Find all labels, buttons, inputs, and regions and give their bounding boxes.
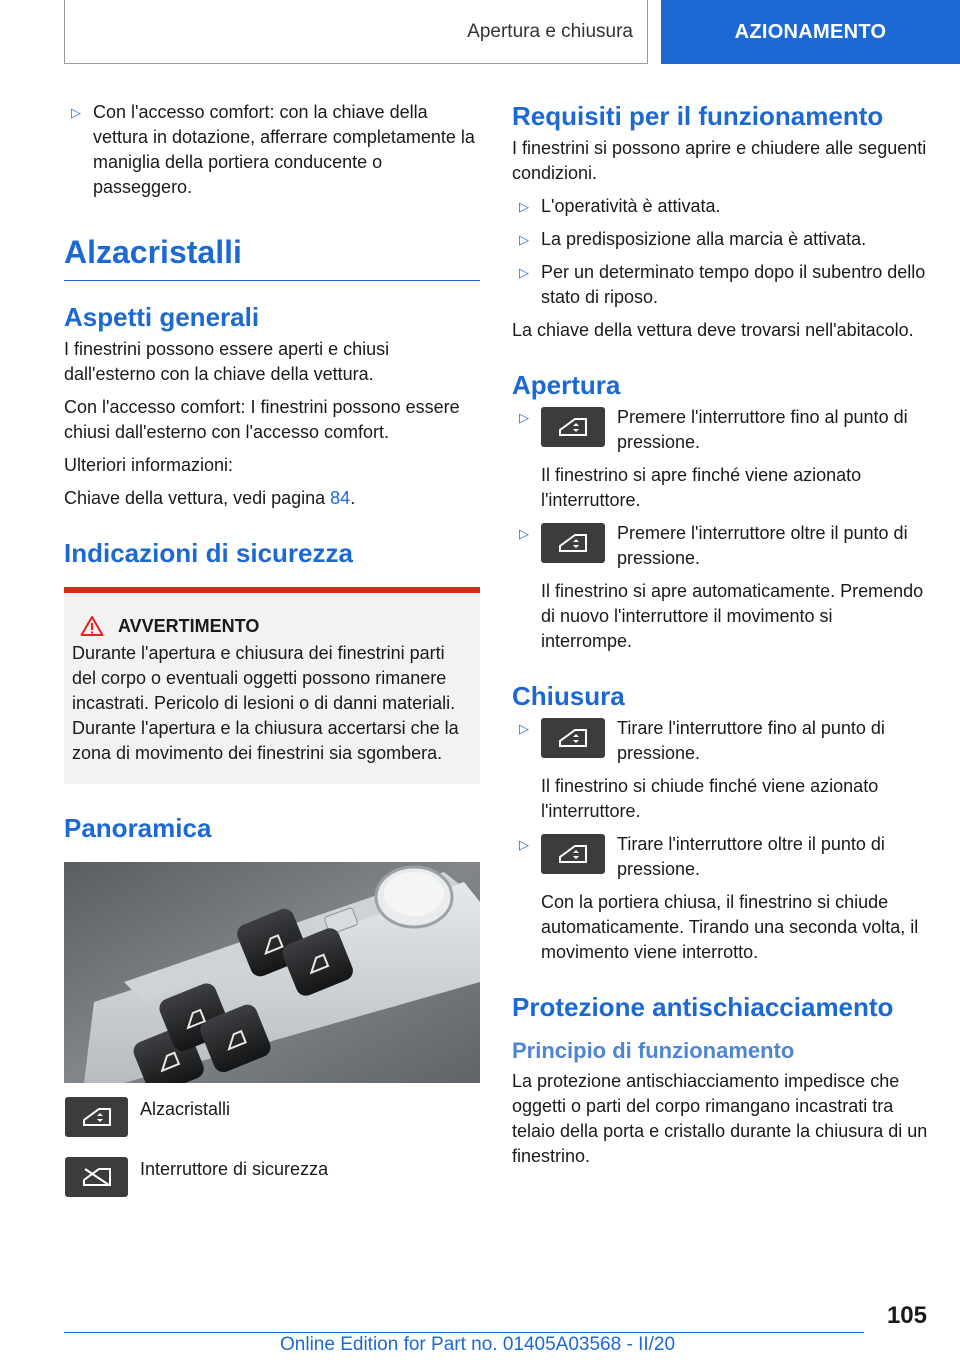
- paragraph: Chiave della vettura, vedi pagina 84.: [64, 488, 356, 508]
- heading-panoramica: Panoramica: [64, 813, 212, 843]
- list-item: ▷ La predisposizione alla marcia è attivata.: [512, 227, 928, 252]
- warning-text: Durante l'apertura e chiusura dei finestrini parti del corpo o eventuali oggetti possono rimanere incastrati. Pericolo di lesioni o di danni materiali. Durante l'apertura e la chiusura accertarsi che la zona di movimento dei finestrini sia sgombera.: [72, 643, 459, 763]
- window-switch-icon: [541, 834, 605, 874]
- paragraph: La chiave della vettura deve trovarsi nell'abitacolo.: [512, 320, 914, 340]
- paragraph: I finestrini possono essere aperti e chiusi dall'esterno con la chiave della vettura.: [64, 339, 390, 384]
- right-column: [512, 100, 928, 1177]
- paragraph: Con l'accesso comfort: I finestrini possono essere chiusi dall'esterno con l'accesso comfort.: [64, 397, 460, 442]
- paragraph: I finestrini si possono aprire e chiudere alle seguenti condizioni.: [512, 138, 927, 183]
- window-switch-icon: [541, 523, 605, 563]
- list-item: ▷ Tirare l'interruttore fino al punto di pressione.: [512, 716, 928, 766]
- heading-indicazioni-sicurezza: Indicazioni di sicurezza: [64, 538, 353, 568]
- legend-item: Interruttore di sicurezza: [64, 1157, 480, 1197]
- page-number: 105: [886, 1302, 927, 1329]
- edition-note: Online Edition for Part no. 01405A03568 - II/20: [280, 1334, 676, 1355]
- paragraph: Ulteriori informazioni:: [64, 455, 234, 475]
- triangle-bullet-icon: ▷: [519, 265, 529, 280]
- window-switch-icon: [65, 1097, 128, 1137]
- triangle-bullet-icon: ▷: [71, 105, 81, 120]
- list-item: ▷ Tirare l'interruttore oltre il punto di pressione.: [512, 832, 928, 882]
- section-title: Apertura e chiusura: [64, 0, 648, 64]
- warning-box: [64, 587, 480, 784]
- heading-principio: Principio di funzionamento: [512, 1038, 795, 1063]
- list-item: ▷ L'operatività è attivata.: [512, 194, 928, 219]
- footer-divider: [64, 1332, 864, 1333]
- triangle-bullet-icon: ▷: [519, 232, 529, 247]
- warning-triangle-icon: [80, 615, 104, 637]
- heading-chiusura: Chiusura: [512, 681, 625, 711]
- paragraph: Il finestrino si apre automaticamente. Premendo di nuovo l'interruttore il movimento si interrompe.: [541, 581, 924, 651]
- triangle-bullet-icon: ▷: [519, 526, 529, 541]
- safety-switch-icon: [65, 1157, 128, 1197]
- triangle-bullet-icon: ▷: [519, 721, 529, 736]
- paragraph: Il finestrino si apre finché viene azionato l'interruttore.: [541, 465, 862, 510]
- list-item: ▷ Per un determinato tempo dopo il subentro dello stato di riposo.: [512, 260, 928, 310]
- heading-apertura: Apertura: [512, 370, 621, 400]
- page-reference-link[interactable]: 84: [330, 488, 351, 508]
- warning-title: AVVERTIMENTO: [118, 615, 260, 636]
- triangle-bullet-icon: ▷: [519, 199, 529, 214]
- window-switch-icon: [541, 718, 605, 758]
- paragraph: Il finestrino si chiude finché viene azionato l'interruttore.: [541, 776, 879, 821]
- page-header: [64, 0, 960, 64]
- window-switches-photo: [64, 862, 480, 1083]
- list-item: ▷ Premere l'interruttore fino al punto di pressione.: [512, 405, 928, 455]
- chapter-tab[interactable]: AZIONAMENTO: [661, 0, 960, 64]
- heading-alzacristalli: Alzacristalli: [64, 232, 480, 281]
- window-switch-icon: [541, 407, 605, 447]
- list-item: ▷ Con l'accesso comfort: con la chiave della vettura in dotazione, afferrare completamente la maniglia della portiera conducente o passeggero.: [64, 100, 480, 200]
- heading-aspetti-generali: Aspetti generali: [64, 302, 260, 332]
- heading-protezione: Protezione antischiacciamento: [512, 992, 894, 1022]
- heading-requisiti: Requisiti per il funzionamento: [512, 101, 884, 131]
- triangle-bullet-icon: ▷: [519, 837, 529, 852]
- legend-item: Alzacristalli: [64, 1097, 480, 1137]
- left-column: [64, 100, 480, 1217]
- triangle-bullet-icon: ▷: [519, 410, 529, 425]
- paragraph: Con la portiera chiusa, il finestrino si chiude automaticamente. Tirando una seconda volta, il movimento viene interrotto.: [541, 892, 919, 962]
- paragraph: La protezione antischiacciamento impedisce che oggetti o parti del corpo rimangano incastrati tra telaio della porta e cristallo durante la chiusura di un finestrino.: [512, 1071, 928, 1166]
- list-item: ▷ Premere l'interruttore oltre il punto di pressione.: [512, 521, 928, 571]
